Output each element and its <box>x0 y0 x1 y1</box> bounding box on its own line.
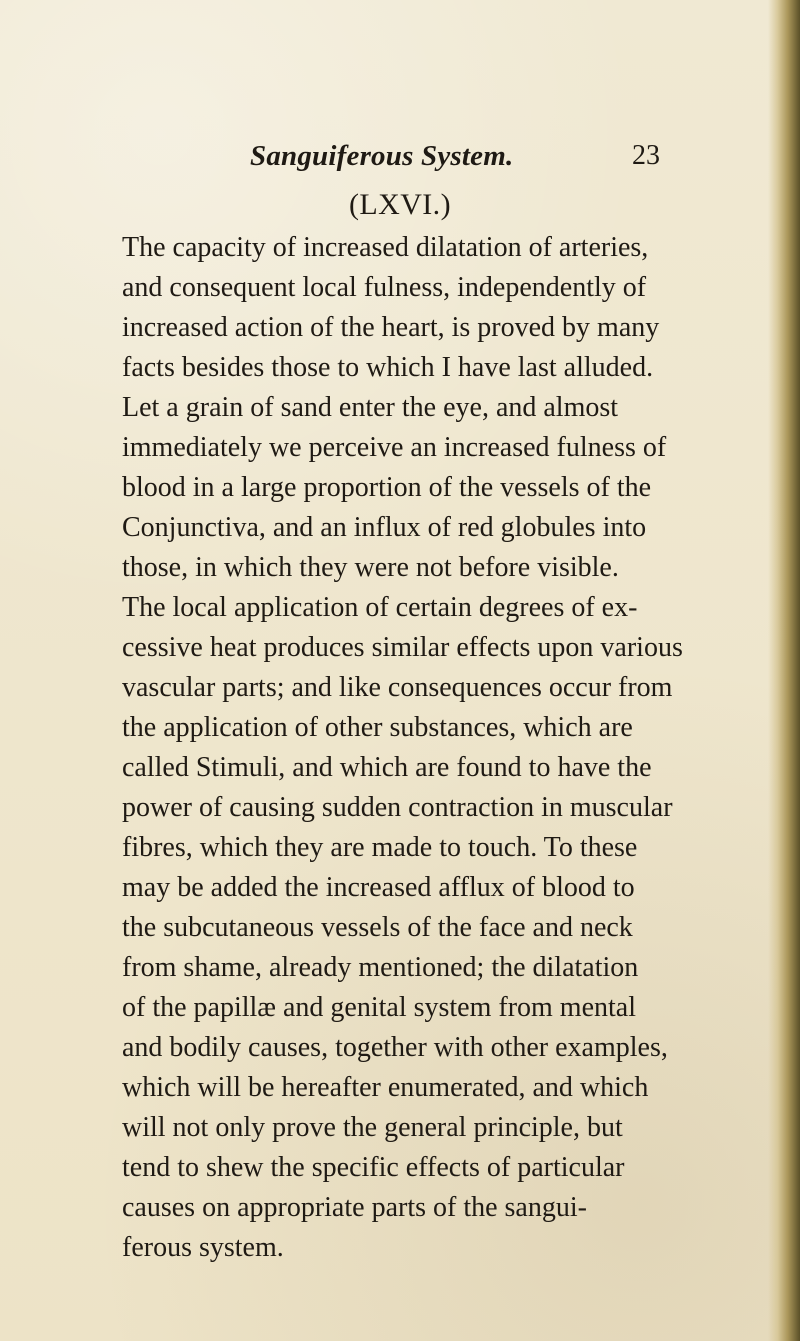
text-line-20: of the papillæ and genital system from mental <box>122 992 636 1023</box>
text-line-13: the application of other substances, which are <box>122 712 633 743</box>
page-number: 23 <box>632 140 660 171</box>
section-heading: (LXVI.) <box>349 188 451 221</box>
text-line-19: from shame, already mentioned; the dilatation <box>122 952 639 983</box>
text-line-18: the subcutaneous vessels of the face and neck <box>122 912 633 943</box>
running-title: Sanguiferous System. <box>250 140 514 172</box>
text-line-16: fibres, which they are made to touch. To these <box>122 832 638 863</box>
text-line-22: which will be hereafter enumerated, and which <box>122 1072 649 1103</box>
text-line-12: vascular parts; and like consequences occur from <box>122 672 673 703</box>
text-line-9: those, in which they were not before visible. <box>122 552 619 583</box>
text-line-25: causes on appropriate parts of the sangui- <box>122 1192 587 1223</box>
text-line-21: and bodily causes, together with other examples, <box>122 1032 668 1063</box>
text-line-6: immediately we perceive an increased fulness of <box>122 432 667 463</box>
text-line-17: may be added the increased afflux of blood to <box>122 872 635 903</box>
text-line-1: The capacity of increased dilatation of arteries, <box>122 232 649 263</box>
text-line-5: Let a grain of sand enter the eye, and almost <box>122 392 619 423</box>
text-line-24: tend to shew the specific effects of particular <box>122 1152 625 1183</box>
text-line-11: cessive heat produces similar effects upon various <box>122 632 683 663</box>
text-line-14: called Stimuli, and which are found to have the <box>122 752 652 783</box>
text-line-26: ferous system. <box>122 1232 284 1263</box>
text-line-23: will not only prove the general principle, but <box>122 1112 623 1143</box>
text-line-15: power of causing sudden contraction in muscular <box>122 792 673 823</box>
text-line-10: The local application of certain degrees of ex- <box>122 592 638 623</box>
text-line-2: and consequent local fulness, independently of <box>122 272 647 303</box>
body-text <box>122 228 727 1268</box>
running-head <box>250 140 660 174</box>
text-line-8: Conjunctiva, and an influx of red globules into <box>122 512 647 543</box>
text-line-4: facts besides those to which I have last alluded. <box>122 352 654 383</box>
text-line-3: increased action of the heart, is proved by many <box>122 312 660 343</box>
text-line-7: blood in a large proportion of the vessels of the <box>122 472 652 503</box>
